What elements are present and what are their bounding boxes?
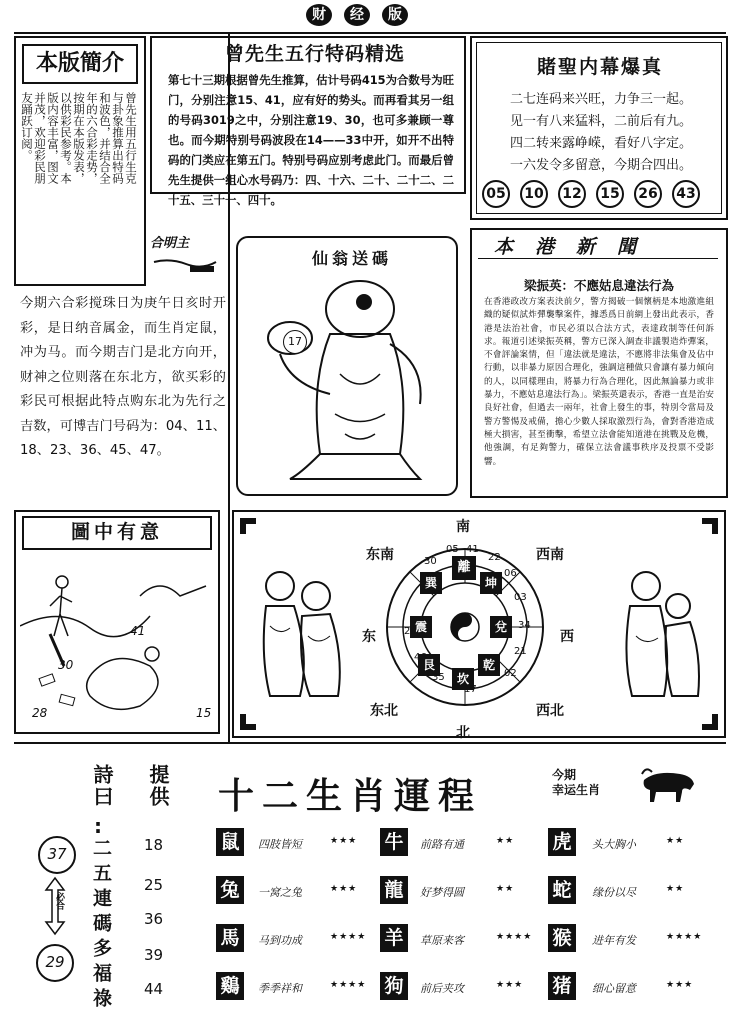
picture-number: 28 bbox=[32, 706, 48, 720]
formula-title: 曾先生五行特码精选 bbox=[224, 43, 405, 65]
provide-label: 提供 bbox=[146, 764, 170, 808]
provided-number: 18 bbox=[144, 836, 164, 854]
direction-east: 东 bbox=[362, 629, 376, 645]
compass-ring-number: 05 bbox=[446, 544, 459, 555]
intro-column: 友踊跃订阅。 bbox=[20, 92, 34, 161]
lucky-label-line: 今期 bbox=[552, 768, 577, 782]
picture-illustration-icon bbox=[20, 556, 216, 726]
zodiac-stars: ★★★ bbox=[330, 836, 358, 846]
zodiac-animal: 蛇 bbox=[548, 876, 576, 904]
direction-west: 西 bbox=[560, 629, 574, 645]
hint-circle-bottom: 29 bbox=[36, 944, 74, 982]
compass-ring-number: 30 bbox=[424, 556, 437, 567]
compass-ring-number: 02 bbox=[504, 668, 517, 679]
provided-number: 36 bbox=[144, 910, 164, 928]
zodiac-stars: ★★★★ bbox=[330, 932, 367, 942]
masthead bbox=[300, 4, 430, 28]
zodiac-animal: 虎 bbox=[548, 828, 576, 856]
masthead-char: 财 bbox=[306, 4, 332, 26]
must-combine-label: 必合 bbox=[54, 892, 64, 910]
number-ball: 12 bbox=[558, 180, 586, 208]
fairy-title: 仙翁送碼 bbox=[311, 249, 392, 268]
zodiac-stars: ★★★★ bbox=[330, 980, 367, 990]
direction-north: 北 bbox=[456, 725, 470, 741]
trigram-label: 艮 bbox=[418, 654, 440, 676]
poem-label: 詩曰 bbox=[90, 764, 114, 808]
poem-line: 二七连码来兴旺，力争三一起。 bbox=[509, 92, 692, 107]
zodiac-stars: ★★ bbox=[666, 884, 685, 894]
zodiac-phrase: 前后夹攻 bbox=[420, 982, 464, 995]
compass-ring-number: 03 bbox=[514, 592, 527, 603]
side-label: 合明主 bbox=[150, 236, 190, 251]
intro-column: 和波色，并结合全 bbox=[98, 92, 112, 184]
provided-number: 39 bbox=[144, 946, 164, 964]
trigram-label: 兌 bbox=[490, 616, 512, 638]
immortal-illustration-icon bbox=[250, 274, 446, 488]
bottom-section-rule bbox=[14, 742, 726, 744]
ox-icon bbox=[636, 760, 698, 806]
zodiac-phrase: 细心留意 bbox=[592, 982, 636, 995]
zodiac-stars: ★★ bbox=[496, 836, 515, 846]
direction-northeast: 东北 bbox=[370, 703, 398, 719]
compass-ring-number: 17 bbox=[464, 684, 477, 695]
provided-number: 44 bbox=[144, 980, 164, 998]
today-text: 今期六合彩搅珠日为庚午日亥时开彩，是日纳音属金，而生肖定鼠，冲为马。而今期吉门是北方向开，财神之位则落在东北方，欲买彩的彩民可根据此特点购东北为先行之吉数，可博吉门号码为：04、11、18、23、36、45、47。 bbox=[20, 296, 226, 458]
number-ball: 05 bbox=[482, 180, 510, 208]
trigram-label: 坤 bbox=[480, 572, 502, 594]
zodiac-stars: ★★ bbox=[666, 836, 685, 846]
direction-southwest: 西南 bbox=[536, 547, 564, 563]
intro-title: 本版簡介 bbox=[22, 44, 138, 84]
intro-column: 并茂，欢迎彩民朋 bbox=[33, 92, 47, 184]
zodiac-stars: ★★★ bbox=[496, 980, 524, 990]
news-headline: 梁振英：不應姑息違法行為 bbox=[523, 278, 674, 293]
zodiac-title: 十二生肖運程 bbox=[218, 776, 483, 817]
poem-line: 四二转来露峥嵘，看好八字定。 bbox=[509, 136, 692, 151]
zodiac-phrase: 马到功成 bbox=[258, 934, 302, 947]
trigram-label: 坎 bbox=[452, 668, 474, 690]
hint-circle-top: 37 bbox=[38, 836, 76, 874]
intro-column: 以供彩民参考。本 bbox=[59, 92, 73, 184]
direction-northwest: 西北 bbox=[536, 703, 564, 719]
zodiac-phrase: 一窝之兔 bbox=[258, 886, 302, 899]
zodiac-animal: 猴 bbox=[548, 924, 576, 952]
compass-ring-number: 28 bbox=[404, 626, 417, 637]
picture-number: 41 bbox=[130, 624, 146, 638]
zodiac-phrase: 进年有发 bbox=[592, 934, 636, 947]
direction-southeast: 东南 bbox=[366, 547, 394, 563]
poem-colon: : bbox=[94, 814, 102, 838]
provided-number: 25 bbox=[144, 876, 164, 894]
news-title: 本港新聞 bbox=[494, 236, 659, 258]
compass-ring-number: 06 bbox=[504, 568, 517, 579]
children-left-illustration-icon bbox=[250, 556, 350, 706]
number-ball: 10 bbox=[520, 180, 548, 208]
zodiac-phrase: 缘份以尽 bbox=[592, 886, 636, 899]
fairy-number-tag: 17 bbox=[283, 330, 307, 354]
number-ball: 26 bbox=[634, 180, 662, 208]
compass-ring-number: 35 bbox=[432, 672, 445, 683]
intro-column: 版内容丰富，图文 bbox=[46, 92, 60, 184]
intro-column: 按期在本版发表， bbox=[72, 92, 86, 184]
masthead-char: 经 bbox=[344, 4, 370, 26]
picture-title: 圖中有意 bbox=[70, 521, 163, 543]
zodiac-phrase: 头大胸小 bbox=[592, 838, 636, 851]
top-rule bbox=[14, 32, 726, 34]
compass-ring-number: 21 bbox=[514, 646, 527, 657]
formula-text: 第七十三期根据曾先生推算，估计号码415为合数号为旺门，分别注意15、41，应有好的势头。而再看其另一组的号码3019之中，分别注意19、30，也可多兼顾一尊也。而今期特别号码波段在14——33中开，如开不出特码的门类应在第五门。特别号码应别考虑此门。而最后曾先生提供一组心水号码乃：四、十六、二十、二十二、二十五、三十一、四十。 bbox=[168, 73, 454, 207]
picture-number: 30 bbox=[58, 658, 74, 672]
compass-ring-number: 22 bbox=[488, 552, 501, 563]
zodiac-stars: ★★ bbox=[496, 884, 515, 894]
zodiac-animal: 龍 bbox=[380, 876, 408, 904]
zodiac-stars: ★★★ bbox=[330, 884, 358, 894]
zodiac-phrase: 草原来客 bbox=[420, 934, 464, 947]
trigram-label: 離 bbox=[452, 556, 476, 580]
zodiac-animal: 牛 bbox=[380, 828, 408, 856]
side-decoration-icon bbox=[150, 254, 220, 280]
poem-line: 一六发令多留意，今期合四出。 bbox=[509, 158, 692, 173]
number-ball: 15 bbox=[596, 180, 624, 208]
intro-column: 与卦象推算出特码 bbox=[111, 92, 125, 184]
zodiac-animal: 鷄 bbox=[216, 972, 244, 1000]
intro-column: 曾先生用五行生克 bbox=[124, 92, 138, 184]
lucky-zodiac-label bbox=[552, 768, 636, 798]
compass-ring-number: 41 bbox=[466, 544, 479, 555]
zodiac-phrase: 前路有通 bbox=[420, 838, 464, 851]
zodiac-animal: 猪 bbox=[548, 972, 576, 1000]
picture-number: 15 bbox=[196, 706, 212, 720]
direction-south: 南 bbox=[456, 519, 470, 535]
trigram-label: 巽 bbox=[420, 572, 442, 594]
zodiac-phrase: 季季祥和 bbox=[258, 982, 302, 995]
poem-line: 见一有八来猛料，二前后有九。 bbox=[509, 114, 692, 129]
zodiac-stars: ★★★★ bbox=[496, 932, 533, 942]
zodiac-animal: 鼠 bbox=[216, 828, 244, 856]
zodiac-animal: 羊 bbox=[380, 924, 408, 952]
number-ball: 43 bbox=[672, 180, 700, 208]
trigram-label: 乾 bbox=[478, 654, 500, 676]
lucky-label-line: 幸运生肖 bbox=[552, 783, 601, 797]
zodiac-stars: ★★★ bbox=[666, 980, 694, 990]
news-title-rule bbox=[478, 258, 718, 259]
poem-verse: 二五連碼多福祿 bbox=[90, 838, 112, 1013]
zodiac-stars: ★★★★ bbox=[666, 932, 703, 942]
masthead-char: 版 bbox=[382, 4, 408, 26]
children-right-illustration-icon bbox=[606, 556, 706, 706]
news-body: 在香港政改方案表決前夕，警方揭破一個懷柄是本地激進組織的疑似試炸彈襲擊案件，據悉爲日前網上發出此表示，香港是法治社會，市民必須以合法方式，表達政制等任何訴求。報道引述梁振英稱，警方已深入調查非議製造炸彈案，不會評論案情，但「違法就是違法，不應將非法集會及佔中行動，以非暴力原因合理化，強調這種做只會讓有暴力傾向的人，以同樣理由，將暴力行為合理化，因此無論暴力或非暴力，不應姑息違法行為」。梁振英還表示，香港一直是治安良好社會，但過去一兩年，社會上發生的事，特別令當局及警方警惕及戒備，擔心少數人採取激烈行為，會對香港造成極大損害，甚至衝擊，希望立法會能知道港在挑戰及危機，他強調，有足夠警力，確保立法會議事秩序及投票不受影響。 bbox=[484, 297, 714, 467]
poem-title: 賭聖内幕爆真 bbox=[536, 56, 663, 78]
zodiac-phrase: 好梦得圆 bbox=[420, 886, 464, 899]
zodiac-animal: 兔 bbox=[216, 876, 244, 904]
compass-ring-number: 46 bbox=[414, 652, 427, 663]
intro-column: 年的六合彩走势， bbox=[85, 92, 99, 184]
trigram-label: 震 bbox=[410, 616, 432, 638]
zodiac-animal: 狗 bbox=[380, 972, 408, 1000]
zodiac-animal: 馬 bbox=[216, 924, 244, 952]
compass-ring-number: 34 bbox=[518, 620, 531, 631]
zodiac-phrase: 四肢皆短 bbox=[258, 838, 302, 851]
